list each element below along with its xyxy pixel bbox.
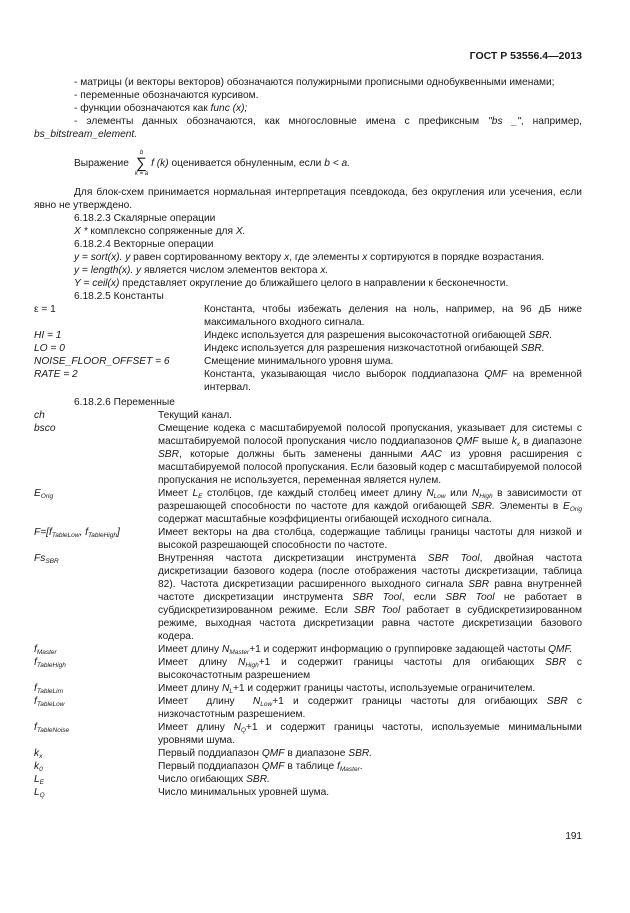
desc-italic: SBR <box>546 696 568 707</box>
desc-text: Первый поддиапазон <box>158 748 262 759</box>
desc-text: или <box>445 488 472 499</box>
intro-text: - элементы данных обозначаются, как многословные имена с префиксным <box>74 116 489 127</box>
desc-italic: SBR Tool <box>445 592 495 603</box>
desc-text: . <box>359 761 363 772</box>
desc-text: содержат масштабные коэффициенты огибающей исходного сигнала. <box>158 514 492 525</box>
desc-text: Имеет длину <box>158 657 238 668</box>
desc-subscript: Low <box>260 701 273 708</box>
term-main: ] <box>116 527 120 538</box>
term-main: , f <box>79 527 88 538</box>
term-italic: X. <box>235 226 246 237</box>
line-text: , где элементы <box>289 252 363 263</box>
term-italic: y = sort(x). <box>74 252 123 263</box>
constant-hi <box>34 329 582 342</box>
term-italic: x. <box>320 265 329 276</box>
desc-text: с высокочастотным разрешением <box>158 657 582 681</box>
variable-fs-sbr <box>34 552 582 643</box>
constant-term: LO = 0 <box>34 343 65 354</box>
term-subscript: Q <box>39 792 45 799</box>
line-text: сортируются в порядке возрастания. <box>367 252 545 263</box>
desc-text: Имеет длину <box>158 683 222 694</box>
term-main: f <box>34 657 37 668</box>
variable-term <box>34 786 158 799</box>
term-main: F=[f <box>34 527 52 538</box>
desc-italic: N <box>426 488 434 499</box>
intro-line-bs-example <box>34 128 582 141</box>
desc-text: Смещение кодека с масштабируемой полосой пропускания, указывает для системы с масштабируемой полосой пропускания число поддиапазонов <box>158 423 582 447</box>
intro-line-dataelements <box>34 115 582 128</box>
intro-italic: bs_bitstream_element. <box>34 129 138 140</box>
intro-line-functions <box>34 102 582 115</box>
constant-desc: Индекс используется для разрешения низкочастотной огибающей <box>204 343 521 354</box>
desc-italic: SBR. <box>471 501 495 512</box>
desc-subscript: Master <box>229 649 250 656</box>
term-subscript: Master <box>36 649 57 656</box>
term-italic: x <box>284 252 290 263</box>
variable-term: bsco <box>34 423 56 434</box>
variable-term <box>34 643 158 656</box>
vector-length-line <box>34 264 582 277</box>
variable-desc: Имеет векторы на два столбца, содержащие таблицы границы частоты для низкой и высокой разрешающей способности по частоте. <box>158 527 582 551</box>
desc-italic: N <box>252 696 261 707</box>
term-subscript: TableHigh <box>87 532 117 539</box>
page-number: 191 <box>565 831 582 842</box>
desc-text: в диапазоне <box>520 436 582 447</box>
term-italic: y <box>136 265 142 276</box>
variable-term <box>34 721 158 747</box>
term-subscript: x <box>39 753 43 760</box>
term-main: f <box>34 722 37 733</box>
desc-text: в таблице <box>284 761 338 772</box>
desc-italic: SBR Tool <box>354 605 401 616</box>
variable-term <box>34 526 158 552</box>
desc-italic: SBR. <box>246 774 270 785</box>
term-subscript: TableNoise <box>36 727 70 734</box>
variable-f-table-lim <box>34 682 582 695</box>
variable-term <box>34 656 158 682</box>
line-text: является числом элементов вектора <box>141 265 321 276</box>
intro-text: - функции обозначаются как <box>74 103 211 114</box>
intro-line-variables <box>34 89 582 102</box>
term-main: L <box>34 787 40 798</box>
formula-condition: b < a. <box>324 158 350 169</box>
term-italic: X * <box>74 226 88 237</box>
term-subscript: Orig <box>40 493 54 500</box>
constant-epsilon <box>34 303 582 329</box>
constant-desc-italic: SBR. <box>528 330 553 341</box>
intro-text: - переменные обозначаются курсивом. <box>74 90 259 101</box>
section-heading-variables: 6.18.2.6 Переменные <box>74 397 175 408</box>
desc-text: Элементы в <box>494 501 563 512</box>
constant-rate <box>34 368 582 394</box>
desc-text: , двойная частота дискретизации базового кодера (после отображения частоты дискретизации, таблица 82). Частота дискретизации расширенного выходного сигнала <box>158 553 582 590</box>
desc-text: равна внутренней частоте дискретизации инструмента <box>158 579 582 603</box>
sigma-symbol: ∑ <box>136 155 147 172</box>
constant-desc: на временной интервал. <box>204 369 582 393</box>
desc-text: выше <box>478 436 512 447</box>
intro-italic: "bs _" <box>488 116 521 127</box>
term-main: Fs <box>34 553 46 564</box>
desc-italic: QMF <box>261 761 285 772</box>
desc-italic: QMF <box>261 748 285 759</box>
desc-italic: SBR. <box>348 748 373 759</box>
paragraph-text: Для блок-схем принимается нормальная интерпретация псевдокода, без округления или усечения, если явно не утверждено. <box>34 187 582 211</box>
term-subscript: TableHigh <box>36 662 66 669</box>
term-italic: Y = ceil(x) <box>74 278 120 289</box>
desc-text: Внутренняя частота дискретизации инструмента <box>158 553 428 564</box>
formula-post-text: оценивается обнуленным, если <box>168 158 325 169</box>
variable-e-orig <box>34 487 582 526</box>
term-main: f <box>34 683 37 694</box>
variable-f-table <box>34 526 582 552</box>
desc-italic: N <box>471 488 480 499</box>
variable-le <box>34 773 582 786</box>
desc-italic: N <box>233 722 241 733</box>
variable-ch <box>34 409 582 422</box>
desc-text: в диапазоне <box>284 748 349 759</box>
variable-f-table-high <box>34 656 582 682</box>
variable-term: ch <box>34 410 45 421</box>
line-text: представляет округление до ближайшего целого в направлении к бесконечности. <box>119 278 509 289</box>
formula-body: f (k) <box>151 158 169 169</box>
vector-ceil-line <box>34 277 582 290</box>
constant-desc-italic: SBR. <box>520 343 545 354</box>
variable-f-table-low <box>34 695 582 721</box>
vector-sort-line <box>34 251 582 264</box>
constant-lo <box>34 342 582 355</box>
term-main: k <box>34 761 40 772</box>
desc-subscript: Master <box>339 766 360 773</box>
desc-text: Имеет длину <box>158 696 253 707</box>
desc-italic: f <box>337 761 340 772</box>
desc-subscript: Low <box>433 493 446 500</box>
term-main: L <box>34 774 40 785</box>
intro-text: , например, <box>520 116 582 127</box>
section-heading-constants: 6.18.2.5 Константы <box>74 291 164 302</box>
line-text: комплексно сопряженные для <box>87 226 236 237</box>
block-diagram-paragraph <box>34 186 582 212</box>
desc-subscript: L <box>229 688 233 695</box>
intro-line-matrices <box>34 76 582 89</box>
variable-f-master <box>34 643 582 656</box>
desc-text: Число огибающих <box>158 774 247 785</box>
constant-desc: Константа, указывающая число выборок поддиапазона <box>204 369 485 380</box>
desc-text: Имеет <box>158 488 193 499</box>
constant-term: ε = 1 <box>34 304 56 315</box>
desc-text: из уровня расширения с масштабируемой полосой пропускания. Если базовый кодер с масштабируемой полосой пропускания не используется, переменная является нулем. <box>158 449 582 486</box>
constant-desc-italic: QMF <box>484 369 508 380</box>
variable-term <box>34 773 158 786</box>
desc-italic: SBR <box>545 657 567 668</box>
desc-subscript: x <box>516 441 521 448</box>
term-subscript: E <box>39 779 45 786</box>
desc-text: +1 и содержит границы частоты для огибающих <box>258 657 546 668</box>
desc-italic: SBR <box>158 449 179 460</box>
desc-text: Имеет длину <box>158 644 222 655</box>
desc-italic: SBR Tool <box>352 592 402 603</box>
desc-subscript: High <box>479 493 493 500</box>
desc-text: столбцов, где каждый столбец имеет длину <box>202 488 427 499</box>
constant-term: RATE = 2 <box>34 369 78 380</box>
variable-term <box>34 760 158 773</box>
desc-italic: k <box>511 436 517 447</box>
desc-text: не работает в субдискретизированном режиме. Если <box>158 592 582 616</box>
desc-italic: L <box>192 488 199 499</box>
term-subscript: TableLim <box>36 688 63 695</box>
intro-italic: func (x); <box>210 103 248 114</box>
desc-text: +1 и содержит границы частоты для огибающих <box>272 696 547 707</box>
sum-operator <box>135 149 148 178</box>
term-subscript: 0 <box>39 766 43 773</box>
desc-text: +1 и содержит границы частоты, используемые ограничителем. <box>232 683 536 694</box>
standard-header: ГОСТ Р 53556.4—2013 <box>469 50 582 62</box>
variable-desc: Число минимальных уровней шума. <box>158 787 330 798</box>
desc-italic: QMF. <box>548 644 573 655</box>
desc-italic: SBR Tool <box>427 553 480 564</box>
desc-text: Имеет длину <box>158 722 234 733</box>
desc-italic: N <box>221 683 230 694</box>
variable-lq <box>34 786 582 799</box>
formula-pre-text: Выражение <box>74 158 129 169</box>
desc-italic: QMF <box>455 436 479 447</box>
term-subscript: TableLow <box>51 532 80 539</box>
term-italic: y <box>125 252 131 263</box>
desc-text: Первый поддиапазон <box>158 761 262 772</box>
desc-italic: SBR <box>468 579 490 590</box>
desc-subscript: High <box>245 662 259 669</box>
desc-subscript: Q <box>240 727 246 734</box>
variable-term <box>34 682 158 695</box>
constant-term: NOISE_FLOOR_OFFSET = 6 <box>34 356 170 367</box>
page-content <box>34 76 582 799</box>
desc-text: , которые должны быть заменены данными <box>178 449 421 460</box>
section-heading-scalar: 6.18.2.3 Скалярные операции <box>74 213 216 224</box>
variable-k0 <box>34 760 582 773</box>
sum-expression <box>74 149 582 178</box>
desc-text: с низкочастотным разрешением. <box>158 696 582 720</box>
term-italic: x <box>362 252 368 263</box>
variable-bsco <box>34 422 582 487</box>
sum-lower-limit: k = a <box>134 171 149 177</box>
constant-desc: Смещение минимального уровня шума. <box>204 356 394 367</box>
constant-term: HI = 1 <box>34 330 62 341</box>
constant-desc: Индекс используется для разрешения высокочастотной огибающей <box>204 330 529 341</box>
desc-subscript: E <box>198 493 203 500</box>
variable-term <box>34 695 158 721</box>
desc-italic: N <box>221 644 230 655</box>
term-subscript: TableLow <box>36 701 65 708</box>
constant-desc: Константа, чтобы избежать деления на ноль, например, на 96 дБ ниже максимального входного сигнала. <box>204 304 582 328</box>
term-subscript: SBR <box>45 558 59 565</box>
term-italic: y = length(x). <box>74 265 134 276</box>
term-main: f <box>34 696 37 707</box>
term-main: E <box>34 488 41 499</box>
term-main: k <box>34 748 40 759</box>
variable-term <box>34 747 158 760</box>
line-text: равен сортированному вектору <box>130 252 285 263</box>
desc-italic: E <box>562 501 570 512</box>
desc-text: +1 и содержит границы частоты, используемые минимальными уровнями шума. <box>158 722 582 746</box>
variable-f-table-noise <box>34 721 582 747</box>
variable-term <box>34 487 158 526</box>
desc-text: +1 и содержит информацию о группировке задающей частоты <box>249 644 549 655</box>
sum-upper-limit: b <box>139 150 144 156</box>
desc-text: работает в субдискретизированном режиме, выходная частота дискретизации равна частоте дискретизации базового кодера. <box>158 605 582 642</box>
term-main: f <box>34 644 37 655</box>
constant-noise-floor-offset <box>34 355 582 368</box>
variable-desc: Текущий канал. <box>158 410 232 421</box>
variable-term <box>34 552 158 643</box>
desc-subscript: Orig <box>569 506 583 513</box>
scalar-conjugate-line <box>34 225 582 238</box>
desc-italic: N <box>237 657 246 668</box>
variable-kx <box>34 747 582 760</box>
desc-text: в зависимости от разрешающей способности по частоте для каждой огибающей <box>158 488 582 512</box>
intro-text: - матрицы (и векторы векторов) обозначаются полужирными прописными однобуквенными именами; <box>74 77 555 88</box>
section-heading-vector: 6.18.2.4 Векторные операции <box>74 239 214 250</box>
desc-italic: AAC <box>420 449 442 460</box>
desc-text: , если <box>401 592 446 603</box>
